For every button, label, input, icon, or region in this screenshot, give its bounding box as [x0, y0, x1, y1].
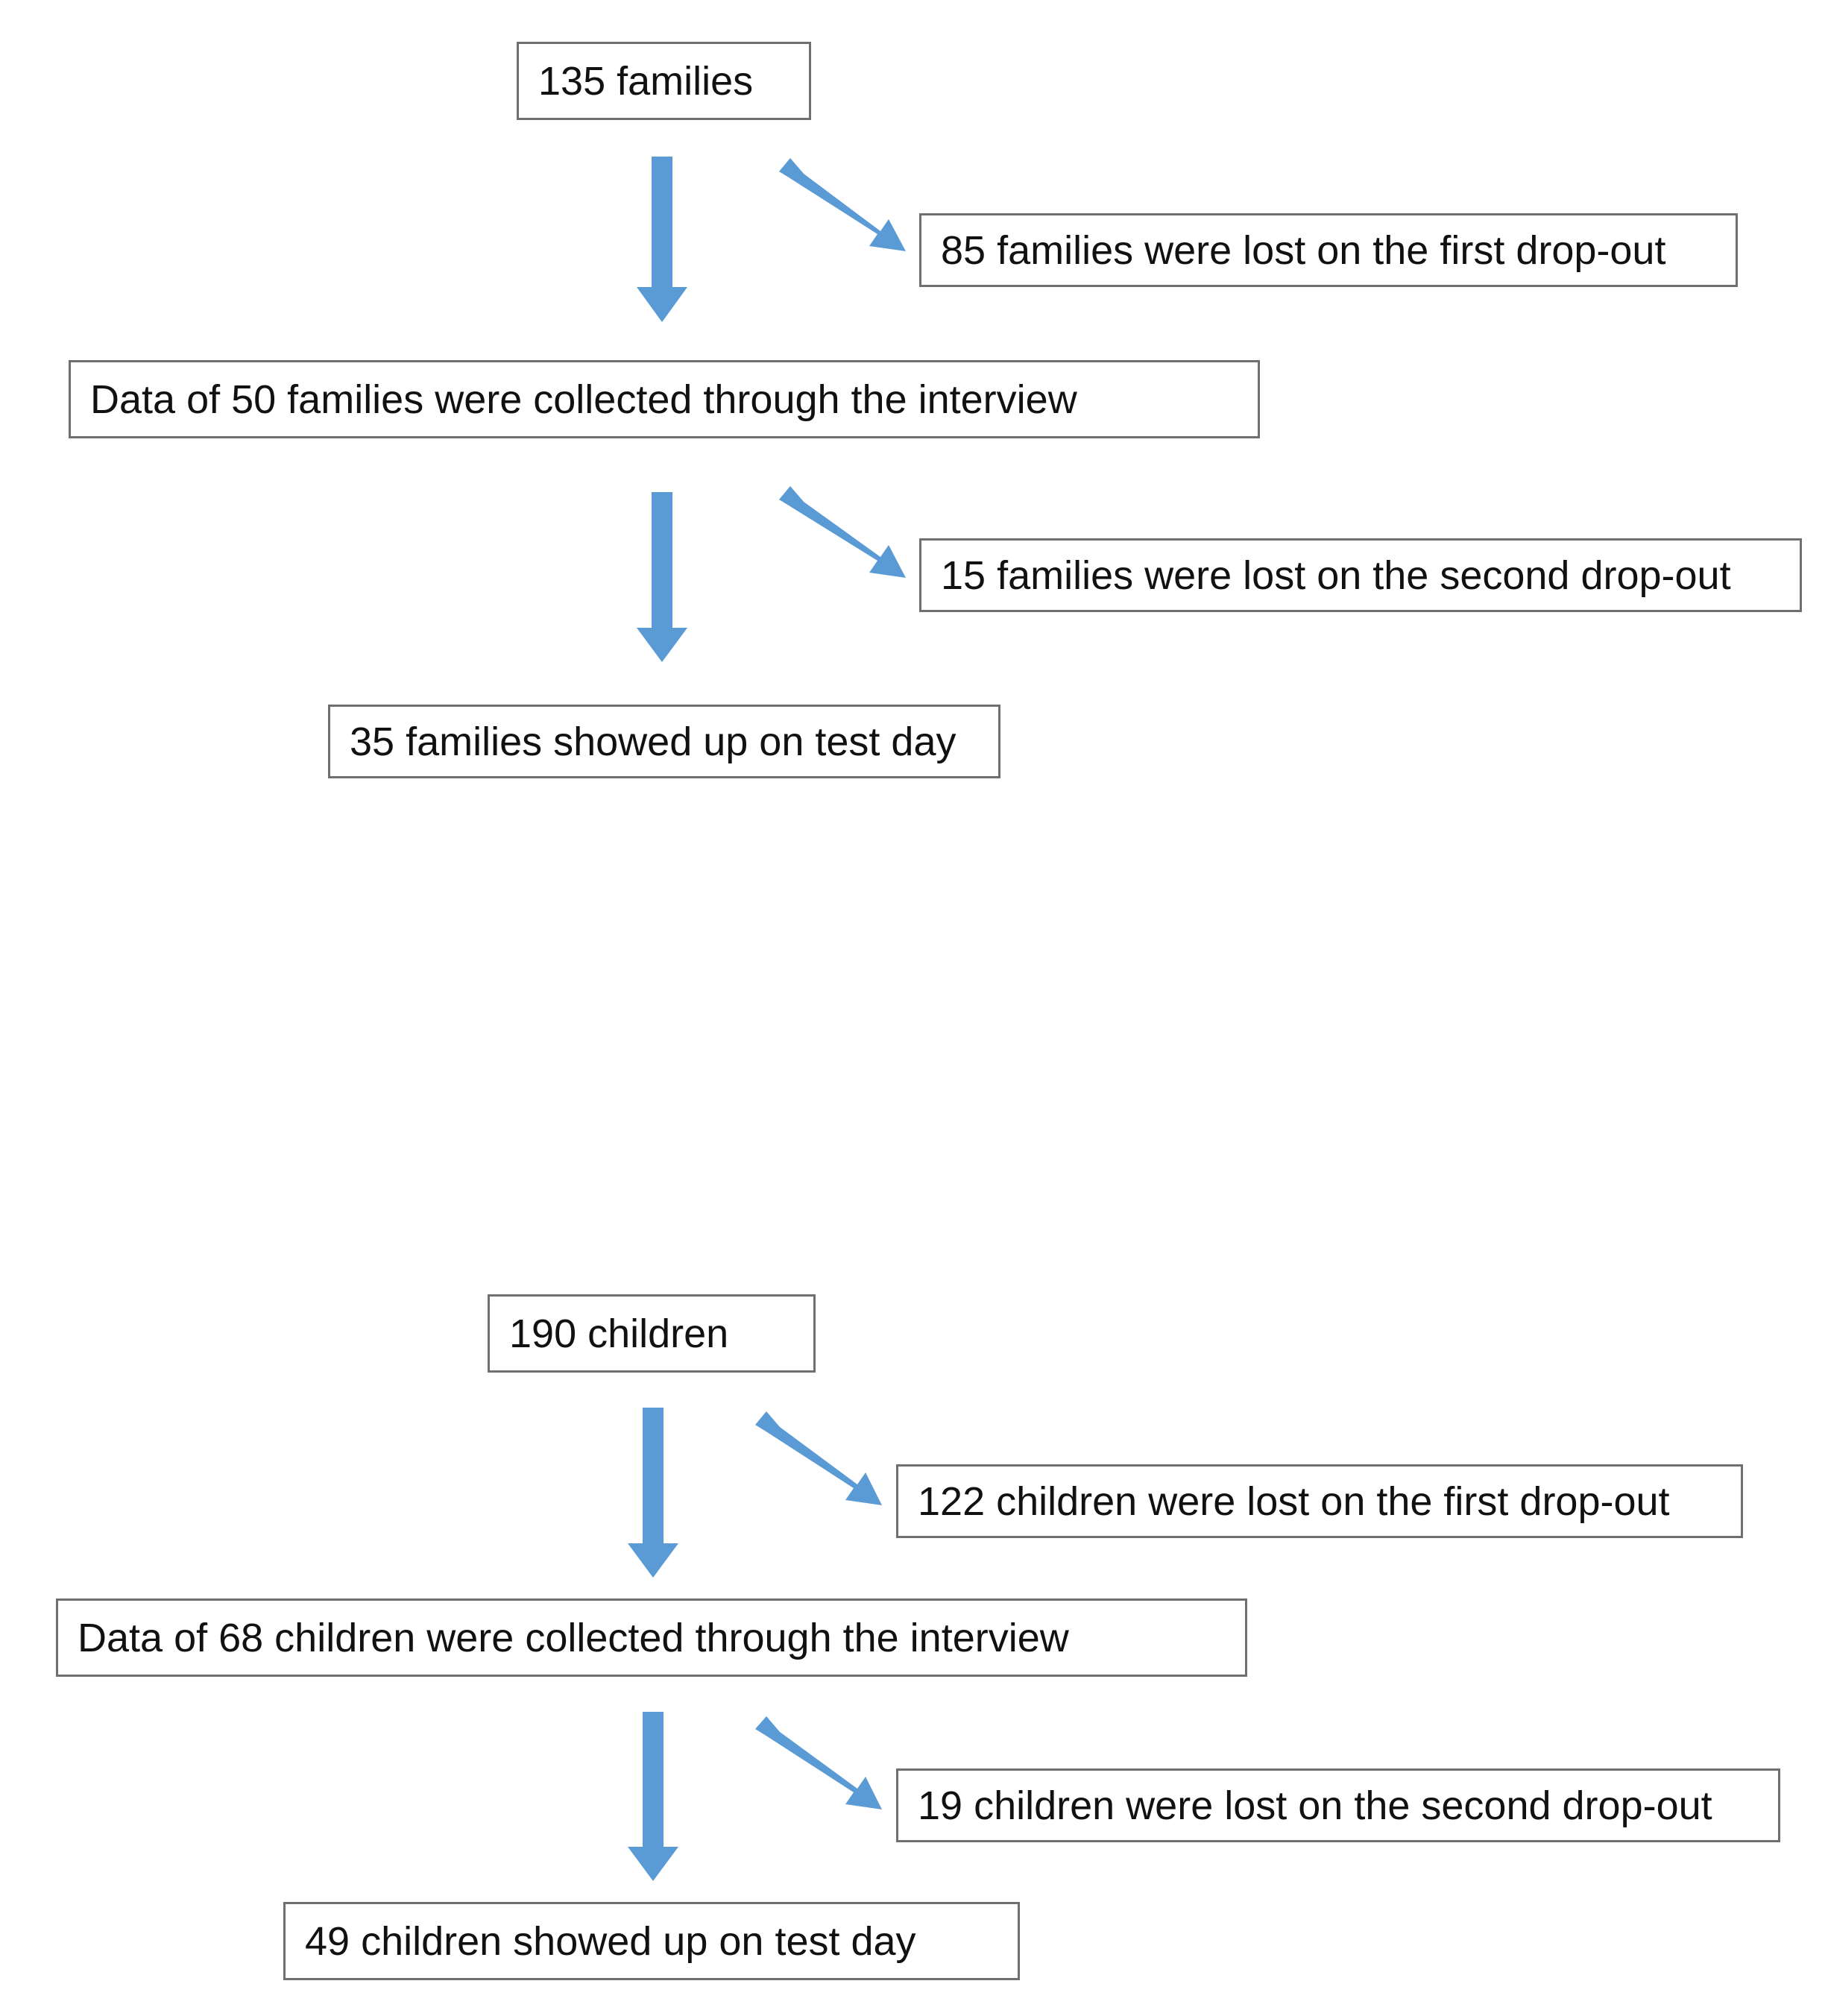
children-start-box	[488, 1294, 816, 1373]
families-test-day-box	[328, 705, 1000, 778]
arrow-diagonal-children-2	[755, 1716, 882, 1809]
families-second-dropout-label: 15 families were lost on the second drop-out	[941, 552, 1731, 598]
arrow-down-children-2	[628, 1712, 678, 1881]
arrow-diagonal-children-1	[755, 1411, 882, 1505]
children-first-dropout-label: 122 children were lost on the first drop-out	[918, 1478, 1670, 1524]
children-interview-label: Data of 68 children were collected through the interview	[78, 1615, 1069, 1660]
arrow-diagonal-families-2	[779, 486, 906, 578]
families-first-dropout-label: 85 families were lost on the first drop-out	[941, 227, 1666, 273]
children-second-dropout-label: 19 children were lost on the second drop-out	[918, 1783, 1712, 1828]
families-interview-label: Data of 50 families were collected through the interview	[90, 377, 1077, 422]
families-interview-box	[69, 360, 1260, 438]
families-start-label: 135 families	[538, 58, 754, 104]
arrow-diagonal-families-1	[779, 158, 906, 251]
families-test-day-label: 35 families showed up on test day	[350, 719, 956, 764]
families-first-dropout-box	[919, 213, 1738, 287]
children-first-dropout-box	[896, 1464, 1743, 1538]
children-interview-box	[56, 1598, 1247, 1677]
families-second-dropout-box	[919, 538, 1802, 612]
children-test-day-label: 49 children showed up on test day	[305, 1918, 916, 1964]
arrow-down-families-1	[637, 157, 687, 322]
children-start-label: 190 children	[509, 1311, 729, 1356]
arrow-down-children-1	[628, 1408, 678, 1578]
children-second-dropout-box	[896, 1768, 1780, 1842]
families-start-box	[517, 42, 811, 120]
children-test-day-box	[283, 1902, 1020, 1980]
arrow-down-families-2	[637, 492, 687, 662]
